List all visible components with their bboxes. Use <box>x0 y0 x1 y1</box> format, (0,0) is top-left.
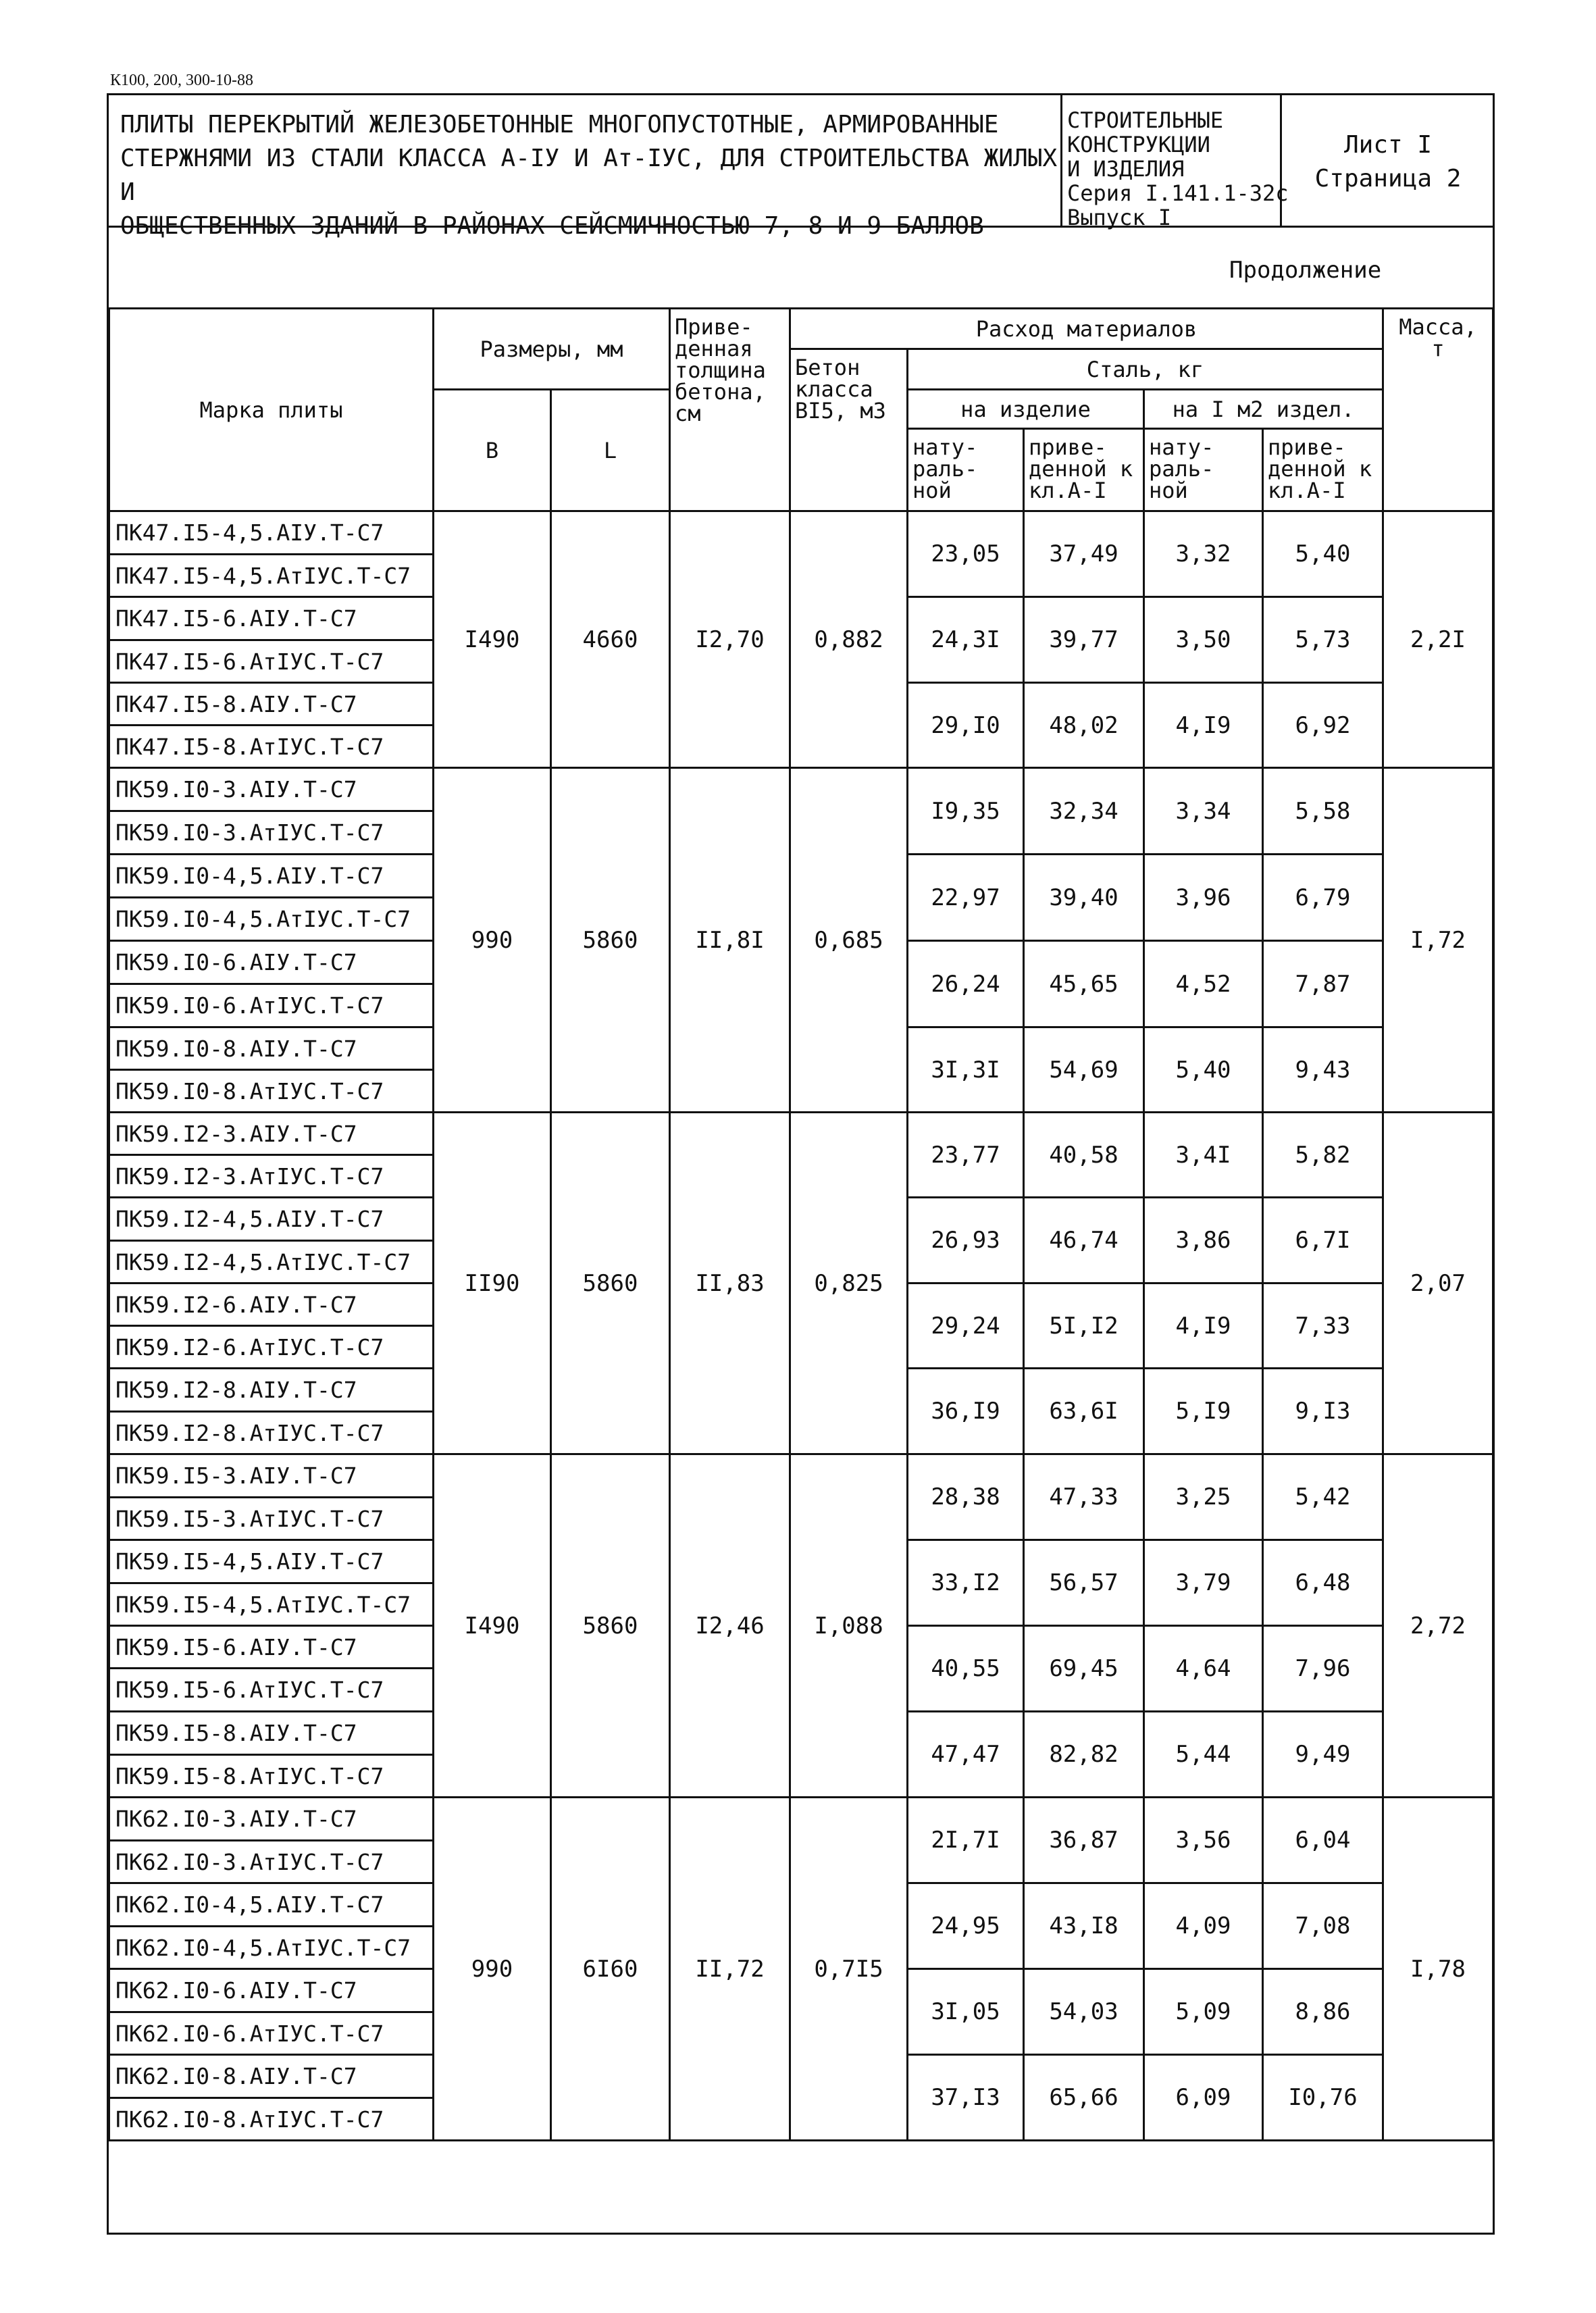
steel-item-reduced: 5I,I2 <box>1024 1283 1144 1369</box>
header-materials: Расход материалов <box>790 309 1383 349</box>
steel-m2-natural: 4,09 <box>1144 1883 1263 1969</box>
steel-item-reduced: 54,69 <box>1024 1027 1144 1113</box>
reduced-thickness: I2,70 <box>670 511 790 768</box>
steel-m2-reduced: 5,40 <box>1263 511 1383 597</box>
reduced-thickness: I2,46 <box>670 1454 790 1798</box>
slab-mark: ПК59.I2-4,5.АтIУС.Т-С7 <box>109 1241 434 1283</box>
materials-table <box>108 307 1494 2141</box>
slab-mark: ПК47.I5-8.АIУ.Т-С7 <box>109 683 434 726</box>
steel-item-reduced: 45,65 <box>1024 941 1144 1027</box>
steel-item-reduced: 43,I8 <box>1024 1883 1144 1969</box>
concrete-volume: 0,882 <box>790 511 908 768</box>
steel-item-natural: 24,3I <box>908 597 1024 683</box>
steel-m2-reduced: I0,76 <box>1263 2055 1383 2141</box>
header-concrete: Бетон класса BI5, м3 <box>790 349 908 511</box>
slab-mark: ПК59.I0-6.АIУ.Т-С7 <box>109 941 434 984</box>
steel-item-reduced: 37,49 <box>1024 511 1144 597</box>
slab-mark: ПК59.I5-4,5.АIУ.Т-С7 <box>109 1540 434 1583</box>
steel-m2-reduced: 7,08 <box>1263 1883 1383 1969</box>
sheet-number: Лист I <box>1343 131 1433 159</box>
header-thickness: Приве- денная толщина бетона, см <box>670 309 790 511</box>
steel-item-reduced: 54,03 <box>1024 1969 1144 2055</box>
steel-m2-natural: 3,25 <box>1144 1454 1263 1540</box>
slab-mark: ПК47.I5-6.АIУ.Т-С7 <box>109 597 434 640</box>
steel-m2-reduced: 5,58 <box>1263 768 1383 855</box>
size-b: I490 <box>434 511 551 768</box>
steel-m2-reduced: 9,I3 <box>1263 1369 1383 1454</box>
slab-mark: ПК59.I2-3.АIУ.Т-С7 <box>109 1113 434 1155</box>
header-mass: Масса, т <box>1383 309 1493 511</box>
steel-item-reduced: 47,33 <box>1024 1454 1144 1540</box>
size-l: 5860 <box>551 1454 670 1798</box>
slab-mark: ПК62.I0-4,5.АIУ.Т-С7 <box>109 1883 434 1927</box>
steel-item-reduced: 65,66 <box>1024 2055 1144 2141</box>
steel-m2-reduced: 6,79 <box>1263 855 1383 941</box>
steel-m2-reduced: 6,04 <box>1263 1798 1383 1883</box>
table-row <box>109 1454 1493 1498</box>
size-b: 990 <box>434 1798 551 2141</box>
title-line-1: ПЛИТЫ ПЕРЕКРЫТИЙ ЖЕЛЕЗОБЕТОННЫЕ МНОГОПУСТОТНЫЕ, АРМИРОВАННЫЕ <box>120 111 999 138</box>
steel-m2-reduced: 9,49 <box>1263 1712 1383 1798</box>
slab-mark: ПК59.I5-8.АIУ.Т-С7 <box>109 1712 434 1755</box>
slab-mass: 2,72 <box>1383 1454 1493 1798</box>
slab-mark: ПК59.I5-6.АтIУС.Т-С7 <box>109 1669 434 1712</box>
steel-m2-natural: 5,40 <box>1144 1027 1263 1113</box>
header-per-item: на изделие <box>908 390 1144 429</box>
steel-m2-natural: 3,50 <box>1144 597 1263 683</box>
steel-m2-natural: 4,52 <box>1144 941 1263 1027</box>
header-b: B <box>434 390 551 511</box>
table-row <box>109 511 1493 555</box>
slab-mark: ПК47.I5-4,5.АтIУС.Т-С7 <box>109 555 434 597</box>
series-block <box>1067 108 1290 230</box>
steel-item-reduced: 39,40 <box>1024 855 1144 941</box>
steel-item-reduced: 63,6I <box>1024 1369 1144 1454</box>
slab-mark: ПК62.I0-6.АIУ.Т-С7 <box>109 1969 434 2012</box>
steel-item-natural: 26,24 <box>908 941 1024 1027</box>
table-row <box>109 1113 1493 1155</box>
steel-item-natural: 37,I3 <box>908 2055 1024 2141</box>
steel-item-reduced: 39,77 <box>1024 597 1144 683</box>
sheet-block <box>1283 128 1493 196</box>
slab-mark: ПК59.I2-6.АтIУС.Т-С7 <box>109 1326 434 1369</box>
slab-mark: ПК62.I0-8.АтIУС.Т-С7 <box>109 2098 434 2141</box>
steel-item-natural: 36,I9 <box>908 1369 1024 1454</box>
steel-item-reduced: 69,45 <box>1024 1626 1144 1712</box>
steel-item-reduced: 36,87 <box>1024 1798 1144 1883</box>
steel-m2-reduced: 7,87 <box>1263 941 1383 1027</box>
steel-m2-natural: 4,I9 <box>1144 1283 1263 1369</box>
header-item-natural: нату- раль- ной <box>908 429 1024 511</box>
steel-item-natural: 33,I2 <box>908 1540 1024 1626</box>
size-b: II90 <box>434 1113 551 1454</box>
slab-mark: ПК59.I0-6.АтIУС.Т-С7 <box>109 984 434 1027</box>
title-line-3: ОБЩЕСТВЕННЫХ ЗДАНИЙ В РАЙОНАХ СЕЙСМИЧНОСТЬЮ 7, 8 И 9 БАЛЛОВ <box>120 212 984 240</box>
steel-item-reduced: 46,74 <box>1024 1198 1144 1283</box>
size-l: 6I60 <box>551 1798 670 2141</box>
steel-item-reduced: 82,82 <box>1024 1712 1144 1798</box>
header-mark: Марка плиты <box>109 309 434 511</box>
slab-mark: ПК59.I5-3.АIУ.Т-С7 <box>109 1454 434 1498</box>
concrete-volume: 0,685 <box>790 768 908 1113</box>
table-row <box>109 1798 1493 1841</box>
steel-m2-reduced: 6,7I <box>1263 1198 1383 1283</box>
steel-item-natural: 26,93 <box>908 1198 1024 1283</box>
slab-mark: ПК59.I0-3.АIУ.Т-С7 <box>109 768 434 811</box>
steel-m2-natural: 3,56 <box>1144 1798 1263 1883</box>
steel-item-natural: 3I,05 <box>908 1969 1024 2055</box>
steel-item-reduced: 56,57 <box>1024 1540 1144 1626</box>
table-row <box>109 768 1493 811</box>
size-l: 5860 <box>551 1113 670 1454</box>
steel-item-natural: 3I,3I <box>908 1027 1024 1113</box>
slab-mark: ПК59.I2-8.АтIУС.Т-С7 <box>109 1412 434 1454</box>
series-line-2: КОНСТРУКЦИИ <box>1067 132 1210 157</box>
steel-item-reduced: 40,58 <box>1024 1113 1144 1198</box>
slab-mark: ПК59.I0-4,5.АIУ.Т-С7 <box>109 855 434 898</box>
steel-m2-natural: 3,32 <box>1144 511 1263 597</box>
concrete-volume: 0,7I5 <box>790 1798 908 2141</box>
slab-mark: ПК59.I2-8.АIУ.Т-С7 <box>109 1369 434 1412</box>
table-body <box>109 511 1493 2141</box>
slab-mass: I,72 <box>1383 768 1493 1113</box>
steel-m2-reduced: 9,43 <box>1263 1027 1383 1113</box>
steel-m2-reduced: 7,33 <box>1263 1283 1383 1369</box>
document-title <box>120 108 1066 243</box>
slab-mark: ПК62.I0-3.АтIУС.Т-С7 <box>109 1841 434 1883</box>
steel-item-natural: 24,95 <box>908 1883 1024 1969</box>
slab-mark: ПК59.I5-6.АIУ.Т-С7 <box>109 1626 434 1669</box>
steel-m2-reduced: 5,73 <box>1263 597 1383 683</box>
slab-mark: ПК59.I5-3.АтIУС.Т-С7 <box>109 1498 434 1540</box>
steel-m2-reduced: 5,42 <box>1263 1454 1383 1540</box>
size-b: 990 <box>434 768 551 1113</box>
concrete-volume: I,088 <box>790 1454 908 1798</box>
steel-item-natural: 29,24 <box>908 1283 1024 1369</box>
series-line-3: И ИЗДЕЛИЯ <box>1067 156 1185 182</box>
steel-m2-natural: 4,64 <box>1144 1626 1263 1712</box>
steel-m2-natural: 5,44 <box>1144 1712 1263 1798</box>
reduced-thickness: II,83 <box>670 1113 790 1454</box>
slab-mass: 2,2I <box>1383 511 1493 768</box>
slab-mark: ПК59.I0-4,5.АтIУС.Т-С7 <box>109 898 434 941</box>
document-code: К100, 200, 300-10-88 <box>110 72 253 89</box>
steel-item-natural: 28,38 <box>908 1454 1024 1540</box>
steel-m2-reduced: 5,82 <box>1263 1113 1383 1198</box>
series-line-5: Выпуск I <box>1067 205 1172 230</box>
title-line-2: СТЕРЖНЯМИ ИЗ СТАЛИ КЛАССА А-IУ И Ат-IУС, ДЛЯ СТРОИТЕЛЬСТВА ЖИЛЫХ И <box>120 145 1058 206</box>
slab-mark: ПК47.I5-4,5.АIУ.Т-С7 <box>109 511 434 555</box>
header-sizes: Размеры, мм <box>434 309 670 390</box>
slab-mark: ПК47.I5-8.АтIУС.Т-С7 <box>109 726 434 768</box>
slab-mass: 2,07 <box>1383 1113 1493 1454</box>
slab-mark: ПК62.I0-6.АтIУС.Т-С7 <box>109 2012 434 2055</box>
slab-mass: I,78 <box>1383 1798 1493 2141</box>
slab-mark: ПК59.I5-4,5.АтIУС.Т-С7 <box>109 1583 434 1626</box>
steel-item-reduced: 48,02 <box>1024 683 1144 768</box>
slab-mark: ПК59.I0-8.АтIУС.Т-С7 <box>109 1070 434 1113</box>
steel-m2-natural: 3,34 <box>1144 768 1263 855</box>
header-l: L <box>551 390 670 511</box>
slab-mark: ПК59.I0-3.АтIУС.Т-С7 <box>109 811 434 855</box>
header-item-reduced: приве- денной к кл.А-I <box>1024 429 1144 511</box>
reduced-thickness: II,8I <box>670 768 790 1113</box>
page-number: Страница 2 <box>1314 165 1462 193</box>
size-l: 5860 <box>551 768 670 1113</box>
slab-mark: ПК59.I2-3.АтIУС.Т-С7 <box>109 1155 434 1198</box>
steel-m2-natural: 3,4I <box>1144 1113 1263 1198</box>
steel-item-natural: 23,77 <box>908 1113 1024 1198</box>
slab-mark: ПК62.I0-4,5.АтIУС.Т-С7 <box>109 1927 434 1969</box>
steel-item-natural: 23,05 <box>908 511 1024 597</box>
steel-m2-natural: 3,86 <box>1144 1198 1263 1283</box>
continuation-label: Продолжение <box>1229 257 1382 284</box>
steel-m2-reduced: 8,86 <box>1263 1969 1383 2055</box>
header-m2-natural: нату- раль- ной <box>1144 429 1263 511</box>
slab-mark: ПК59.I2-6.АIУ.Т-С7 <box>109 1283 434 1326</box>
slab-mark: ПК62.I0-3.АIУ.Т-С7 <box>109 1798 434 1841</box>
steel-m2-reduced: 6,48 <box>1263 1540 1383 1626</box>
slab-mark: ПК59.I2-4,5.АIУ.Т-С7 <box>109 1198 434 1241</box>
steel-item-natural: 2I,7I <box>908 1798 1024 1883</box>
steel-m2-natural: 5,I9 <box>1144 1369 1263 1454</box>
series-line-1: СТРОИТЕЛЬНЫЕ <box>1067 107 1224 133</box>
steel-item-natural: 22,97 <box>908 855 1024 941</box>
reduced-thickness: II,72 <box>670 1798 790 2141</box>
steel-m2-natural: 6,09 <box>1144 2055 1263 2141</box>
steel-item-natural: 29,I0 <box>908 683 1024 768</box>
header-m2-reduced: приве- денной к кл.А-I <box>1263 429 1383 511</box>
steel-item-reduced: 32,34 <box>1024 768 1144 855</box>
series-line-4: Серия I.141.1-32с <box>1067 180 1289 206</box>
size-l: 4660 <box>551 511 670 768</box>
steel-item-natural: 47,47 <box>908 1712 1024 1798</box>
slab-mark: ПК59.I5-8.АтIУС.Т-С7 <box>109 1755 434 1798</box>
header-per-m2: на I м2 издел. <box>1144 390 1383 429</box>
slab-mark: ПК47.I5-6.АтIУС.Т-С7 <box>109 640 434 683</box>
header-steel: Сталь, кг <box>908 349 1383 390</box>
size-b: I490 <box>434 1454 551 1798</box>
steel-m2-natural: 3,79 <box>1144 1540 1263 1626</box>
slab-mark: ПК62.I0-8.АIУ.Т-С7 <box>109 2055 434 2098</box>
concrete-volume: 0,825 <box>790 1113 908 1454</box>
steel-m2-natural: 5,09 <box>1144 1969 1263 2055</box>
steel-m2-natural: 4,I9 <box>1144 683 1263 768</box>
steel-m2-reduced: 6,92 <box>1263 683 1383 768</box>
steel-m2-reduced: 7,96 <box>1263 1626 1383 1712</box>
steel-item-natural: I9,35 <box>908 768 1024 855</box>
steel-item-natural: 40,55 <box>908 1626 1024 1712</box>
steel-m2-natural: 3,96 <box>1144 855 1263 941</box>
slab-mark: ПК59.I0-8.АIУ.Т-С7 <box>109 1027 434 1070</box>
